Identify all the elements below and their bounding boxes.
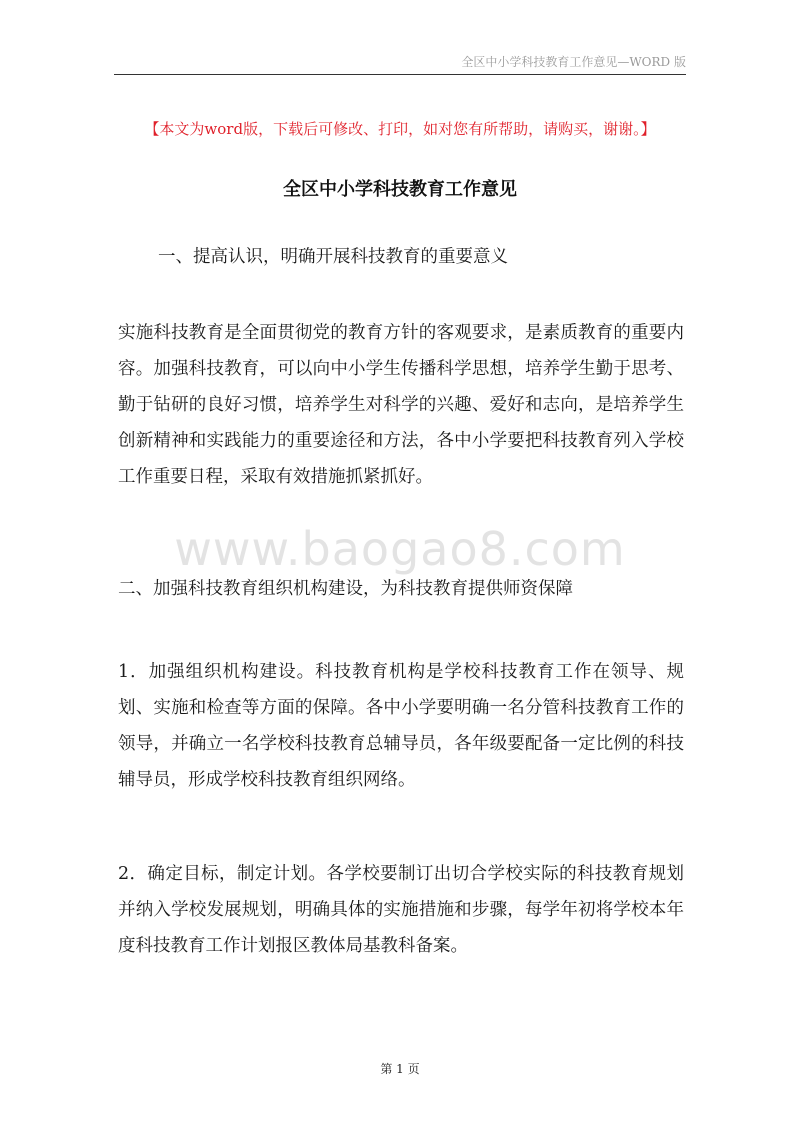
header-divider (114, 74, 686, 75)
document-title: 全区中小学科技教育工作意见 (283, 179, 517, 200)
page-header-text: 全区中小学科技教育工作意见—WORD 版 (461, 55, 686, 69)
page-number: 第 1 页 (380, 1062, 420, 1076)
purchase-notice: 【本文为word版，下载后可修改、打印，如对您有所帮助，请购买，谢谢。】 (144, 120, 656, 138)
section-2-heading: 二、加强科技教育组织机构建设，为科技教育提供师资保障 (118, 579, 573, 599)
watermark: www.baogao8.com (174, 522, 626, 576)
section-1-heading: 一、提高认识，明确开展科技教育的重要意义 (158, 247, 508, 267)
item-2-paragraph: 2．确定目标，制定计划。各学校要制订出切合学校实际的科技教育规划并纳入学校发展规划，明确具体的实施措施和步骤，每学年初将学校本年度科技教育工作计划报区教体局基教科备案。 (118, 864, 684, 956)
section-1-paragraph: 实施科技教育是全面贯彻党的教育方针的客观要求，是素质教育的重要内容。加强科技教育，可以向中小学生传播科学思想，培养学生勤于思考、勤于钻研的良好习惯，培养学生对科学的兴趣、爱好和志向，是培养学生创新精神和实践能力的重要途径和方法，各中小学要把科技教育列入学校工作重要日程，采取有效措施抓紧抓好。 (118, 323, 684, 487)
item-1-paragraph: 1．加强组织机构建设。科技教育机构是学校科技教育工作在领导、规划、实施和检查等方面的保障。各中小学要明确一名分管科技教育工作的领导，并确立一名学校科技教育总辅导员，各年级要配备一定比例的科技辅导员，形成学校科技教育组织网络。 (118, 662, 684, 790)
